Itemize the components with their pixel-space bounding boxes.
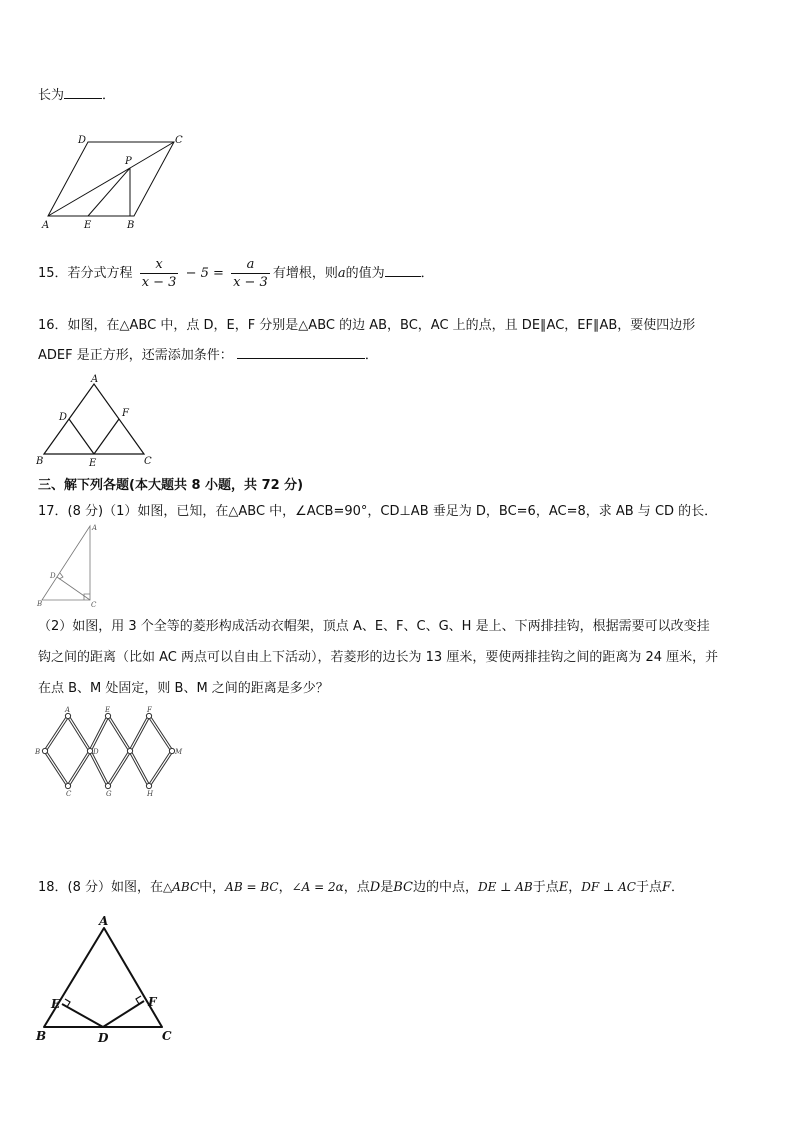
q15-frac1-den: x − 3 bbox=[141, 275, 177, 290]
q18-mid4: 是 bbox=[380, 880, 394, 895]
q15-fraction-2 bbox=[231, 257, 270, 290]
label-b: B bbox=[36, 1029, 47, 1043]
q17-part2-line2: 钩之间的距离（比如 AC 两点可以自由上下活动），若菱形的边长为 13 厘米，要使两排挂钩之间的距离为 24 厘米，并 bbox=[38, 650, 719, 665]
label-b: B bbox=[36, 456, 44, 467]
label-e: E bbox=[105, 706, 111, 714]
q15-var-a: a bbox=[337, 266, 346, 281]
triangle-abc bbox=[42, 526, 90, 600]
rhombus-3 bbox=[130, 716, 172, 786]
fig-right-triangle bbox=[36, 522, 102, 610]
hook-f-dot bbox=[146, 713, 151, 718]
hook-h-dot bbox=[146, 783, 151, 788]
q15-prefix: 15．若分式方程 bbox=[38, 266, 133, 281]
joint-mid-dot bbox=[127, 748, 132, 753]
fig-coat-rack bbox=[32, 703, 188, 799]
right-angle-mark-d bbox=[59, 573, 63, 579]
q18-mid1: 中， bbox=[199, 880, 226, 895]
q15-minus-five: − 5 = bbox=[185, 266, 224, 281]
q18 bbox=[38, 876, 684, 895]
q15-end: ． bbox=[420, 266, 434, 281]
segment-ep bbox=[88, 168, 130, 216]
label-d: D bbox=[78, 135, 87, 146]
joint-m-dot bbox=[169, 748, 174, 753]
label-d: D bbox=[50, 572, 56, 580]
q17-part2-line3: 在点 B、M 处固定，则 B、M 之间的距离是多少？ bbox=[38, 681, 329, 696]
section-3-title: 三、解下列各题(本大题共 8 小题，共 72 分) bbox=[38, 478, 304, 493]
q15-frac1-num: x bbox=[140, 257, 179, 274]
joint-d-dot bbox=[87, 748, 92, 753]
q18-end: ． bbox=[671, 880, 685, 895]
label-c: C bbox=[144, 456, 152, 467]
q15-frac2-num: a bbox=[231, 257, 270, 274]
hook-a-dot bbox=[65, 713, 70, 718]
label-a: A bbox=[99, 914, 109, 928]
q15-frac2-den: x − 3 bbox=[233, 275, 268, 290]
q16-end: ． bbox=[364, 348, 378, 363]
q18-eq2: ∠A = 2α bbox=[291, 880, 344, 894]
label-g: G bbox=[106, 790, 112, 798]
segment-de bbox=[62, 1004, 103, 1027]
label-f: F bbox=[147, 706, 152, 714]
label-c: C bbox=[175, 135, 183, 146]
label-h: H bbox=[147, 790, 154, 798]
label-a: A bbox=[42, 220, 50, 231]
q18-eq1: AB = BC bbox=[225, 880, 279, 894]
label-p: P bbox=[125, 156, 132, 167]
segment-cd bbox=[57, 577, 90, 600]
label-a: A bbox=[65, 706, 71, 714]
q18-perp1: DE ⊥ AB bbox=[477, 880, 533, 894]
q18-mid8: 于点 bbox=[636, 880, 663, 895]
label-e: E bbox=[51, 997, 61, 1011]
label-c: C bbox=[162, 1029, 172, 1043]
label-e: E bbox=[89, 458, 97, 468]
q16-answer-blank[interactable] bbox=[237, 344, 365, 359]
q18-mid5: 边的中点， bbox=[412, 880, 478, 895]
q18-point-e: E bbox=[558, 880, 569, 895]
q14-tail bbox=[38, 84, 115, 103]
q14-tail-end: ． bbox=[102, 88, 116, 103]
q17-part1: 17．(8 分)（1）如图，已知，在△ABC 中，∠ACB=90°，CD⊥AB 垂足为 D，BC=6，AC=8，求 AB 与 CD 的长． bbox=[38, 504, 718, 519]
label-c: C bbox=[91, 601, 97, 609]
label-a: A bbox=[91, 374, 99, 385]
segment-ap bbox=[48, 168, 130, 216]
q18-mid6: 于点 bbox=[532, 880, 559, 895]
q18-point-d: D bbox=[369, 880, 381, 895]
label-f: F bbox=[148, 995, 157, 1009]
label-e: E bbox=[84, 220, 92, 231]
rhombus-1 bbox=[45, 716, 90, 786]
label-b: B bbox=[35, 748, 41, 756]
q18-prefix: 18．(8 分）如图，在 bbox=[38, 880, 164, 895]
label-m: M bbox=[175, 748, 183, 756]
q18-mid7: ， bbox=[568, 880, 582, 895]
fig-parallelogram bbox=[38, 132, 188, 232]
q16-line1: 16．如图，在△ABC 中，点 D，E，F 分别是△ABC 的边 AB，BC，AC 上的点，且 DE∥AC，EF∥AB，要使四边形 bbox=[38, 318, 696, 333]
q18-triangle: △ABC bbox=[163, 880, 200, 894]
label-a: A bbox=[92, 524, 98, 532]
q18-side-bc: BC bbox=[393, 880, 413, 895]
segment-de bbox=[69, 419, 94, 454]
q14-tail-text: 长为 bbox=[38, 88, 65, 103]
q17-part2-line1: （2）如图，用 3 个全等的菱形构成活动衣帽架，顶点 A、E、F、C、G、H 是上、下两排挂钩，根据需要可以改变挂 bbox=[38, 619, 710, 634]
label-f: F bbox=[122, 408, 129, 419]
label-c: C bbox=[66, 790, 72, 798]
segment-ef bbox=[94, 419, 119, 454]
triangle-abc bbox=[44, 928, 162, 1027]
q15-fraction-1 bbox=[140, 257, 179, 290]
fig-triangle-def bbox=[36, 372, 154, 468]
label-d: D bbox=[59, 412, 68, 423]
q15-suffix-a: 有增根，则 bbox=[272, 266, 338, 281]
joint-b-dot bbox=[42, 748, 47, 753]
q16-line2 bbox=[38, 344, 378, 363]
label-b: B bbox=[127, 220, 135, 231]
q18-mid2: ， bbox=[278, 880, 292, 895]
q15-suffix-b: 的值为 bbox=[345, 266, 385, 281]
label-d: D bbox=[93, 748, 99, 756]
q16-line2-text: ADEF 是正方形，还需添加条件： bbox=[38, 348, 233, 363]
q18-point-f: F bbox=[662, 880, 672, 895]
q15-answer-blank[interactable] bbox=[385, 262, 421, 277]
segment-df bbox=[103, 1001, 144, 1027]
label-b: B bbox=[37, 600, 43, 608]
hook-c-dot bbox=[65, 783, 70, 788]
label-d: D bbox=[98, 1031, 109, 1045]
fig-isosceles-triangle bbox=[34, 912, 176, 1046]
q18-perp2: DF ⊥ AC bbox=[581, 880, 636, 894]
q14-answer-blank[interactable] bbox=[64, 84, 102, 99]
q18-mid3: ，点 bbox=[343, 880, 370, 895]
hook-g-dot bbox=[105, 783, 110, 788]
hook-e-dot bbox=[105, 713, 110, 718]
q15 bbox=[38, 256, 434, 292]
